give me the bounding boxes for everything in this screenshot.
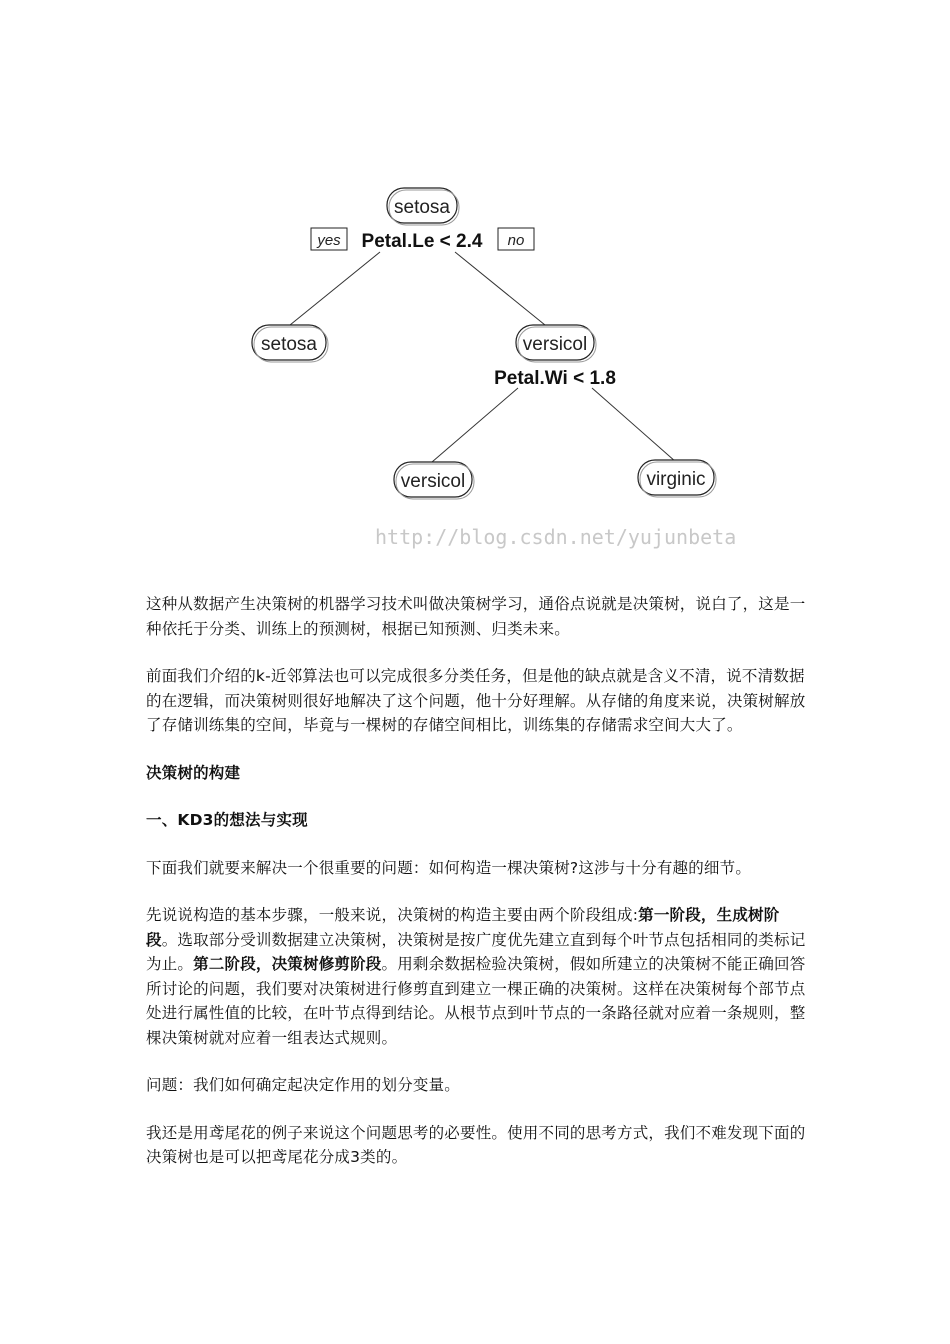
paragraph-construction-steps	[146, 903, 806, 1050]
yes-box	[311, 228, 347, 250]
root-node	[387, 188, 459, 225]
left-leaf-label: setosa	[261, 334, 317, 355]
watermark-url: http://blog.csdn.net/yujunbeta	[375, 525, 737, 549]
heading-tree-construction: 决策树的构建	[146, 763, 241, 782]
root-split-label: Petal.Le < 2.4	[361, 231, 483, 252]
right-right-leaf-node	[638, 460, 716, 497]
edge-root-right	[455, 252, 545, 325]
edge-right-right	[592, 388, 676, 462]
paragraph-knn: 前面我们介绍的k-近邻算法也可以完成很多分类任务，但是他的缺点就是含义不清，说不清数据的在逻辑，而决策树则很好地解决了这个问题，他十分好理解。从存储的角度来说，决策树解放了存储训练集的空间，毕竟与一棵树的存储空间相比，训练集的存储需求空间大大了。	[146, 667, 806, 734]
right-right-leaf-label: virginic	[646, 469, 706, 490]
heading-kd3: 一、KD3的想法与实现	[146, 811, 308, 829]
steps-text-a: 先说说构造的基本步骤，一般来说，决策树的构造主要由两个阶段组成:	[146, 906, 639, 924]
left-leaf-node	[252, 325, 328, 362]
root-node-label: setosa	[394, 197, 450, 218]
steps-text-e: 。用剩余数据检验决策树，假如所建立的决策树不能正确回答所讨论的问题，我们要对决策树进行修剪直到建立一棵正确的决策树。这样在决策树每个部节点处进行属性值的比较，在叶节点得到结论。从根节点到叶节点的一条路径就对应着一条规则，整棵决策树就对应着一组表达式规则。	[146, 955, 806, 1047]
paragraph-question-intro: 下面我们就要来解决一个很重要的问题：如何构造一棵决策树?这涉与十分有趣的细节。	[146, 858, 752, 877]
right-node-label: versicol	[522, 334, 588, 355]
stage-two-label: 第二阶段，决策树修剪阶段	[193, 955, 382, 973]
edge-root-left	[290, 252, 380, 325]
steps-text-c: 。选取部分受训数据建立决策树，决策树是按广度优先建立直到每个叶节点包括相同的类标记为止。	[146, 930, 806, 973]
decision-tree-diagram	[0, 0, 950, 580]
right-node	[516, 325, 596, 362]
right-split-label: Petal.Wi < 1.8	[494, 368, 616, 389]
paragraph-iris-example: 我还是用鸢尾花的例子来说这个问题思考的必要性。使用不同的思考方式，我们不难发现下面的决策树也是可以把鸢尾花分成3类的。	[146, 1123, 806, 1166]
no-box	[498, 228, 534, 250]
article-body	[146, 592, 806, 1193]
paragraph-problem: 问题：我们如何确定起决定作用的划分变量。	[146, 1076, 461, 1094]
yes-label: yes	[317, 232, 341, 249]
edge-right-left	[432, 388, 518, 462]
stage-one-label: 第一阶段，生成树阶段	[146, 906, 780, 949]
paragraph-intro: 这种从数据产生决策树的机器学习技术叫做决策树学习，通俗点说就是决策树，说白了，这是一种依托于分类、训练上的预测树，根据已知预测、归类未来。	[146, 595, 806, 638]
no-label: no	[507, 232, 525, 249]
right-left-leaf-label: versicol	[400, 471, 466, 492]
right-left-leaf-node	[394, 462, 474, 499]
